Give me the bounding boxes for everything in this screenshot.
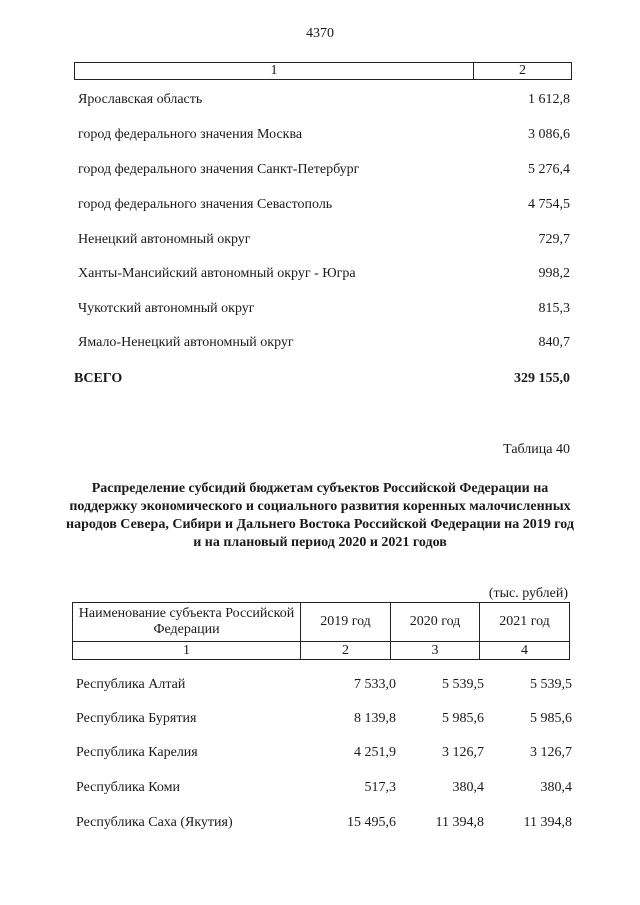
table1-header-col2: 2 bbox=[519, 63, 526, 78]
table40-row bbox=[76, 677, 572, 693]
subject-name: Республика Коми bbox=[76, 780, 180, 795]
region-value: 1 612,8 bbox=[528, 92, 570, 107]
units-label: (тыс. рублей) bbox=[488, 586, 568, 601]
total-label: ВСЕГО bbox=[74, 371, 123, 386]
total-value: 329 155,0 bbox=[514, 371, 570, 386]
table40-row bbox=[76, 711, 572, 727]
region-name: город федерального значения Москва bbox=[78, 127, 303, 142]
region-value: 3 086,6 bbox=[528, 127, 570, 142]
table1-row bbox=[78, 127, 570, 143]
value-2020: 5 539,5 bbox=[442, 677, 484, 692]
table1-row bbox=[78, 92, 570, 108]
value-2020: 11 394,8 bbox=[435, 815, 484, 830]
value-2019: 7 533,0 bbox=[354, 677, 396, 692]
region-name: Ярославская область bbox=[78, 92, 203, 107]
table40-column-numbers bbox=[72, 641, 570, 660]
region-value: 729,7 bbox=[538, 232, 570, 247]
column-number: 2 bbox=[301, 642, 391, 660]
region-name: город федерального значения Севастополь bbox=[78, 197, 333, 212]
table1-row bbox=[78, 232, 570, 248]
table1-header bbox=[74, 62, 572, 80]
table1-row bbox=[78, 266, 570, 282]
region-name: город федерального значения Санкт-Петербург bbox=[78, 162, 360, 177]
value-2019: 4 251,9 bbox=[354, 745, 396, 760]
value-2021: 5 985,6 bbox=[530, 711, 572, 726]
table40-row bbox=[76, 815, 572, 831]
value-2019: 15 495,6 bbox=[347, 815, 396, 830]
subject-name: Республика Алтай bbox=[76, 677, 186, 692]
value-2021: 3 126,7 bbox=[530, 745, 572, 760]
value-2021: 380,4 bbox=[540, 780, 572, 795]
value-2021: 5 539,5 bbox=[530, 677, 572, 692]
table40-header bbox=[72, 602, 570, 642]
subject-name: Республика Бурятия bbox=[76, 711, 197, 726]
value-2020: 3 126,7 bbox=[442, 745, 484, 760]
column-number: 3 bbox=[391, 642, 480, 660]
region-name: Ханты-Мансийский автономный округ - Югра bbox=[78, 266, 356, 281]
column-number: 1 bbox=[73, 642, 301, 660]
region-name: Ямало-Ненецкий автономный округ bbox=[78, 335, 294, 350]
region-value: 998,2 bbox=[538, 266, 570, 281]
subject-name: Республика Карелия bbox=[76, 745, 198, 760]
region-value: 5 276,4 bbox=[528, 162, 570, 177]
region-value: 815,3 bbox=[538, 301, 570, 316]
column-header-2020: 2020 год bbox=[391, 603, 480, 642]
region-name: Ненецкий автономный округ bbox=[78, 232, 251, 247]
region-name: Чукотский автономный округ bbox=[78, 301, 255, 316]
table1-total-row bbox=[74, 371, 570, 387]
table1-row bbox=[78, 301, 570, 317]
table-title: Распределение субсидий бюджетам субъектов Российской Федерации на поддержку экономического и социального развития коренных малочисленных народов Севера, Сибири и Дальнего Востока Российской Федерации на 2019 год и на плановый период 2020 и 2021 годов bbox=[66, 481, 574, 550]
table40-row bbox=[76, 745, 572, 761]
table40-row bbox=[76, 780, 572, 796]
table1-row bbox=[78, 335, 570, 351]
table1-header-col1: 1 bbox=[75, 63, 474, 79]
table1-row bbox=[78, 162, 570, 178]
value-2019: 517,3 bbox=[364, 780, 396, 795]
value-2019: 8 139,8 bbox=[354, 711, 396, 726]
value-2020: 380,4 bbox=[452, 780, 484, 795]
column-header-2019: 2019 год bbox=[301, 603, 391, 642]
page-number: 4370 bbox=[306, 26, 334, 41]
column-number: 4 bbox=[480, 642, 570, 660]
region-value: 840,7 bbox=[538, 335, 570, 350]
column-header-subject: Наименование субъекта Российской Федерации bbox=[73, 603, 301, 642]
table-number-label: Таблица 40 bbox=[503, 442, 570, 457]
value-2021: 11 394,8 bbox=[523, 815, 572, 830]
value-2020: 5 985,6 bbox=[442, 711, 484, 726]
table1-row bbox=[78, 197, 570, 213]
column-header-2021: 2021 год bbox=[480, 603, 570, 642]
subject-name: Республика Саха (Якутия) bbox=[76, 815, 233, 830]
region-value: 4 754,5 bbox=[528, 197, 570, 212]
